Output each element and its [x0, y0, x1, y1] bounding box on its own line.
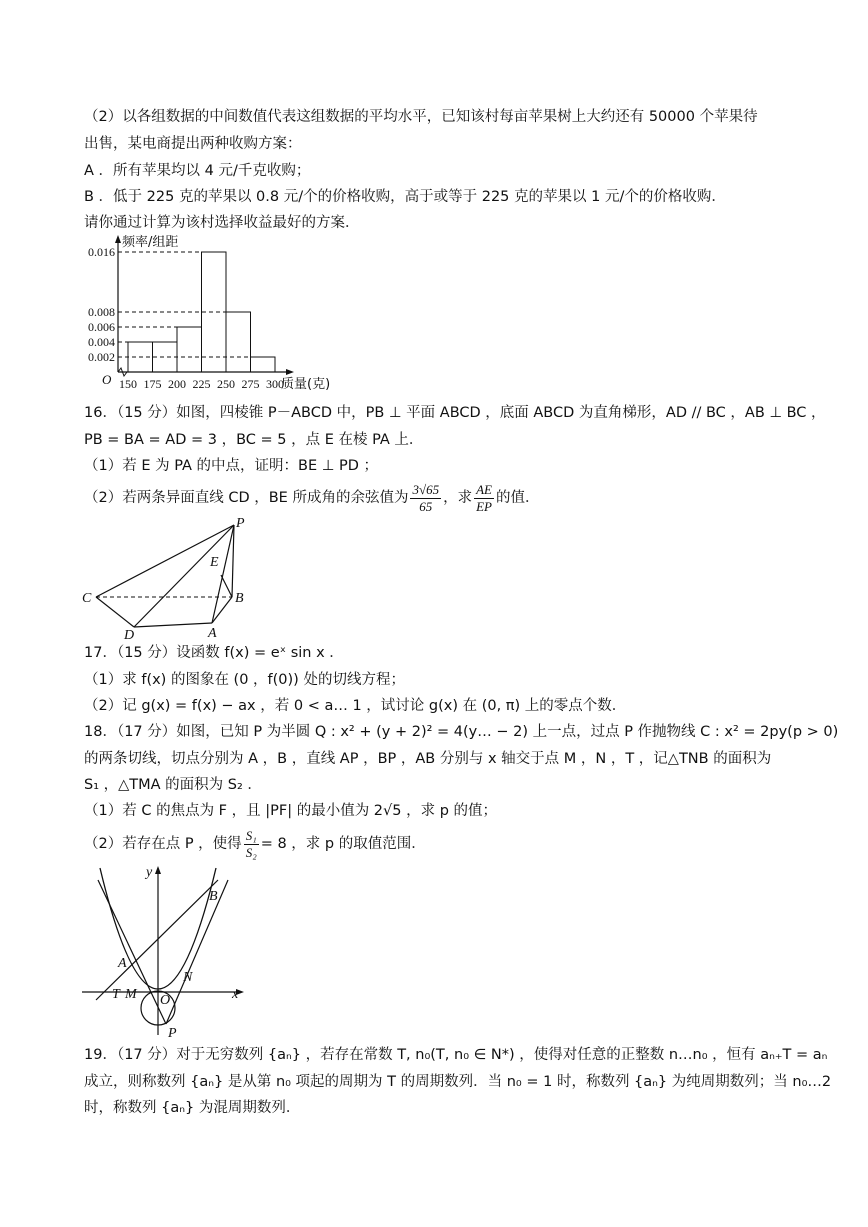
q15-ask: 请你通过计算为该村选择收益最好的方案． — [84, 215, 360, 231]
q17-part2: （2）记 g(x) = f(x) − ax ，若 0 < a… 1 ，试讨论 g(x) 在 (0, π) 上的零点个数． — [84, 698, 627, 714]
histogram-xtick-label: 225 — [192, 377, 211, 391]
q18-s-fraction — [244, 828, 259, 861]
histogram-xtick-label: 275 — [241, 377, 260, 391]
q15-option-a: A ．所有苹果均以 4 元/千克收购； — [84, 163, 311, 179]
q16-cos-num: 3√65 — [412, 481, 440, 497]
histogram-ylabel: 频率/组距 — [122, 235, 179, 250]
histogram-bar — [226, 312, 251, 372]
label-P: P — [236, 516, 245, 531]
label-N: N — [183, 970, 193, 985]
q16-ratio-den: EP — [476, 498, 492, 514]
histogram-ytick-label: 0.006 — [88, 320, 115, 334]
label-x: x — [232, 987, 239, 1002]
histogram-ytick-label: 0.016 — [88, 245, 115, 259]
q18-line1: 18．（17 分）如图，已知 P 为半圆 Q : x² + (y + 2)² = 4(y… − 2) 上一点，过点 P 作抛物线 C : x² = 2py(p > 0) — [84, 724, 839, 740]
q19-line3: 时，称数列 {aₙ} 为混周期数列． — [84, 1100, 301, 1116]
label-C: C — [82, 591, 92, 606]
histogram-xtick-label: 200 — [168, 377, 186, 391]
q18-part2 — [84, 824, 426, 864]
q15-part2-line2: 出售，某电商提出两种收购方案： — [84, 136, 302, 152]
label-E: E — [210, 555, 219, 570]
histogram-xtick-label: 175 — [143, 377, 162, 391]
label-T: T — [112, 987, 120, 1002]
histogram-origin: O — [102, 372, 112, 387]
q18-s-den: S₂ — [245, 844, 257, 860]
q16-cos-fraction — [410, 482, 441, 515]
parabola-figure — [78, 860, 258, 1040]
label-M: M — [125, 987, 137, 1002]
q16-ratio-fraction — [474, 482, 494, 515]
label-A: A — [208, 626, 217, 641]
histogram-ytick-label: 0.004 — [88, 335, 115, 349]
q16-part2-b: ，求 — [443, 490, 473, 506]
q17-line1: 17．（15 分）设函数 f(x) = eˣ sin x ． — [84, 645, 344, 661]
histogram-bar — [251, 357, 276, 372]
q16-part2 — [84, 478, 539, 518]
histogram-ytick-label: 0.008 — [88, 305, 115, 319]
label-B2: B — [209, 889, 218, 904]
histogram-ytick-label: 0.002 — [88, 350, 115, 364]
histogram-xtick-label: 250 — [217, 377, 235, 391]
frequency-histogram — [78, 232, 338, 394]
label-B: B — [235, 591, 244, 606]
pyramid-figure — [78, 515, 268, 645]
label-P2: P — [168, 1026, 177, 1040]
label-y: y — [146, 865, 153, 880]
q16-line1: 16．（15 分）如图，四棱锥 P－ABCD 中，PB ⊥ 平面 ABCD ，底面 ABCD 为直角梯形，AD // BC ，AB ⊥ BC ， — [84, 405, 826, 421]
label-D: D — [124, 628, 135, 643]
q16-part2-a: （2）若两条异面直线 CD ，BE 所成角的余弦值为 — [84, 490, 409, 506]
q16-part2-c: 的值． — [495, 490, 540, 506]
histogram-bar — [177, 327, 202, 372]
q16-line2: PB = BA = AD = 3 ，BC = 5 ，点 E 在棱 PA 上． — [84, 432, 424, 448]
label-A2: A — [118, 956, 127, 971]
q16-cos-den: 65 — [419, 498, 433, 514]
q15-option-b: B ．低于 225 克的苹果以 0.8 元/个的价格收购，高于或等于 225 克的苹果以 1 元/个的价格收购． — [84, 189, 726, 205]
histogram-xlabel: 质量(克) — [281, 377, 331, 392]
q18-s-num: S₁ — [245, 827, 257, 843]
q19-line1: 19．（17 分）对于无穷数列 {aₙ} ，若存在常数 T, n₀(T, n₀ ∈ N*) ，使得对任意的正整数 n…n₀ ，恒有 aₙ₊T = aₙ — [84, 1047, 828, 1063]
q18-part2-b: = 8 ，求 p 的取值范围． — [260, 836, 426, 852]
q18-part2-a: （2）若存在点 P ，使得 — [84, 836, 242, 852]
q16-ratio-num: AE — [476, 481, 492, 497]
histogram-xtick-label: 300 — [266, 377, 284, 391]
q18-line3: S₁ ，△TMA 的面积为 S₂ ． — [84, 777, 262, 793]
q18-line2: 的两条切线，切点分别为 A ，B ，直线 AP ，BP ，AB 分别与 x 轴交于点 M ，N ，T ，记△TNB 的面积为 — [84, 751, 772, 767]
label-O: O — [160, 993, 171, 1008]
q18-part1: （1）若 C 的焦点为 F ，且 |PF| 的最小值为 2√5 ，求 p 的值； — [84, 803, 498, 819]
q19-line2: 成立，则称数列 {aₙ} 是从第 n₀ 项起的周期为 T 的周期数列．当 n₀ = 1 时，称数列 {aₙ} 为纯周期数列；当 n₀…2 — [84, 1074, 832, 1090]
q17-part1: （1）求 f(x) 的图象在 (0 ，f(0)) 处的切线方程； — [84, 672, 405, 688]
histogram-xtick-label: 150 — [119, 377, 137, 391]
q15-part2-line1: （2）以各组数据的中间数值代表这组数据的平均水平，已知该村每亩苹果树上大约还有 50000 个苹果待 — [84, 109, 758, 125]
q16-part1: （1）若 E 为 PA 的中点，证明：BE ⊥ PD ； — [84, 458, 379, 474]
